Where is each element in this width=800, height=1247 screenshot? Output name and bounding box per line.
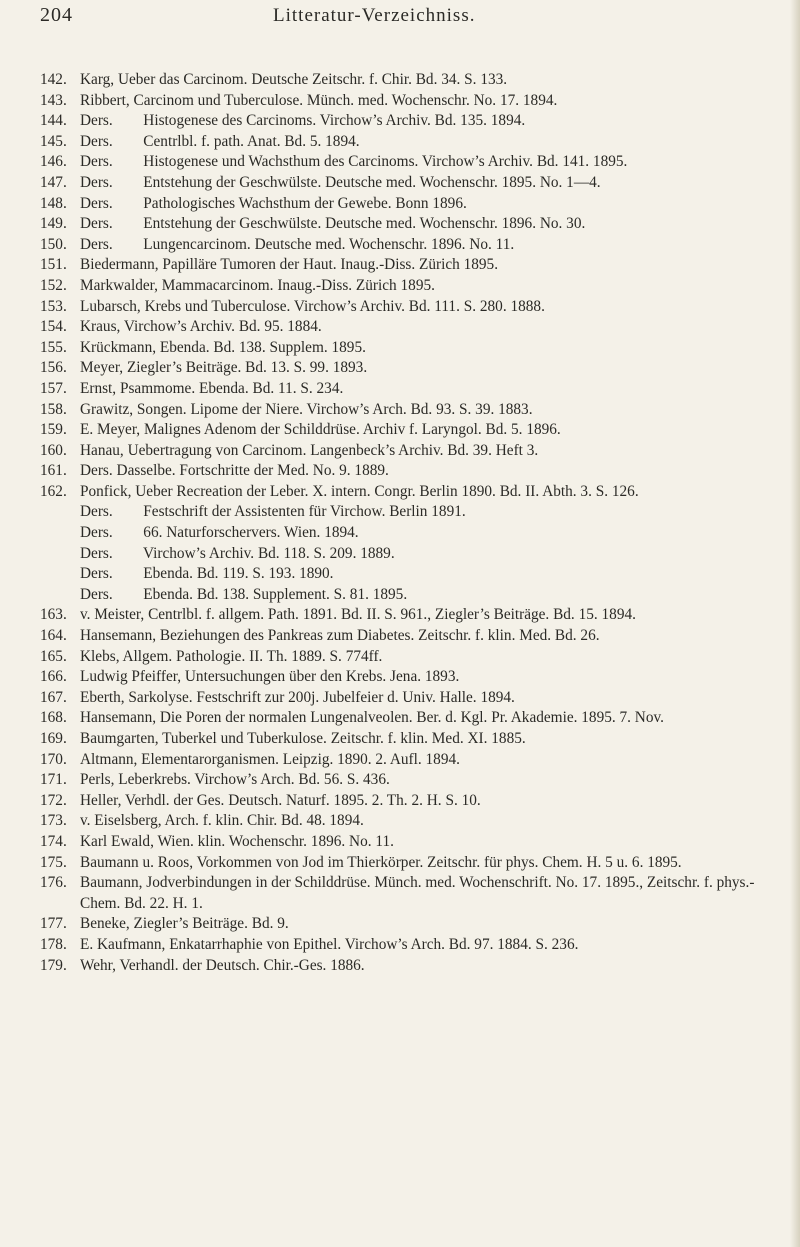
reference-text: Klebs, Allgem. Pathologie. II. Th. 1889. S. 774ff. [80,647,383,665]
reference-entry [40,214,782,235]
reference-number: 160. [40,441,67,459]
reference-text: Wehr, Verhandl. der Deutsch. Chir.-Ges. 1886. [80,956,365,974]
reference-entry [40,605,782,626]
reference-entry [40,729,782,750]
page-number: 204 [40,4,73,26]
reference-text: Grawitz, Songen. Lipome der Niere. Virchow’s Arch. Bd. 93. S. 39. 1883. [80,400,533,418]
reference-number: 166. [40,668,67,686]
reference-number: 163. [40,606,67,624]
reference-entry [40,564,782,585]
reference-number: 146. [40,153,67,171]
reference-number: 148. [40,194,67,212]
reference-entry [40,173,782,194]
reference-text: Altmann, Elementarorganismen. Leipzig. 1890. 2. Aufl. 1894. [80,750,460,768]
reference-entry [40,400,782,421]
reference-text: Ders. Entstehung der Geschwülste. Deutsche med. Wochenschr. 1896. No. 30. [80,215,586,233]
reference-number: 151. [40,256,67,274]
reference-entry [40,708,782,729]
reference-entry [40,914,782,935]
reference-number: 165. [40,647,67,665]
reference-text: Ribbert, Carcinom und Tuberculose. Münch. med. Wochenschr. No. 17. 1894. [80,91,558,109]
reference-entry [40,317,782,338]
reference-text: Biedermann, Papilläre Tumoren der Haut. Inaug.-Diss. Zürich 1895. [80,256,499,274]
reference-entry [40,358,782,379]
reference-number: 144. [40,112,67,130]
reference-text: Ders. Dasselbe. Fortschritte der Med. No. 9. 1889. [80,462,389,480]
reference-list [40,70,782,976]
reference-text: Meyer, Ziegler’s Beiträge. Bd. 13. S. 99. 1893. [80,359,368,377]
reference-entry [40,338,782,359]
reference-text: Hansemann, Die Poren der normalen Lungenalveolen. Ber. d. Kgl. Pr. Akademie. 1895. 7. Nov. [80,709,664,727]
reference-number: 147. [40,173,67,191]
reference-text: Baumann u. Roos, Vorkommen von Jod im Thierkörper. Zeitschr. für phys. Chem. H. 5 u. 6. 1895. [80,853,682,871]
reference-text: Eberth, Sarkolyse. Festschrift zur 200j. Jubelfeier d. Univ. Halle. 1894. [80,688,515,706]
reference-number: 143. [40,91,67,109]
reference-entry [40,770,782,791]
reference-text: Ders. Histogenese des Carcinoms. Virchow’s Archiv. Bd. 135. 1894. [80,112,526,130]
reference-number: 172. [40,791,67,809]
reference-number: 161. [40,462,67,480]
reference-text: E. Kaufmann, Enkatarrhaphie von Epithel. Virchow’s Arch. Bd. 97. 1884. S. 236. [80,935,579,953]
reference-entry [40,956,782,977]
reference-number: 171. [40,771,67,789]
reference-text: Heller, Verhdl. der Ges. Deutsch. Naturf. 1895. 2. Th. 2. H. S. 10. [80,791,481,809]
reference-entry [40,441,782,462]
reference-text: Ludwig Pfeiffer, Untersuchungen über den Krebs. Jena. 1893. [80,668,460,686]
reference-number: 159. [40,421,67,439]
reference-entry [40,544,782,565]
reference-number: 158. [40,400,67,418]
reference-entry [40,255,782,276]
reference-number: 177. [40,915,67,933]
reference-entry [40,379,782,400]
reference-entry [40,585,782,606]
reference-text: Lubarsch, Krebs und Tuberculose. Virchow’s Archiv. Bd. 111. S. 280. 1888. [80,297,545,315]
reference-text: Hanau, Uebertragung von Carcinom. Langenbeck’s Archiv. Bd. 39. Heft 3. [80,441,539,459]
reference-entry [40,688,782,709]
reference-text: Ders. 66. Naturforschervers. Wien. 1894. [80,524,359,542]
reference-entry [40,750,782,771]
reference-text: E. Meyer, Malignes Adenom der Schilddrüse. Archiv f. Laryngol. Bd. 5. 1896. [80,421,561,439]
reference-number: 173. [40,812,67,830]
running-head: Litteratur-Verzeichniss. [273,5,476,26]
reference-entry [40,873,782,914]
reference-text: v. Meister, Centrlbl. f. allgem. Path. 1891. Bd. II. S. 961., Ziegler’s Beiträge. Bd. 15. 1894. [80,606,636,624]
reference-entry [40,523,782,544]
reference-text: Perls, Leberkrebs. Virchow’s Arch. Bd. 56. S. 436. [80,771,390,789]
reference-number: 153. [40,297,67,315]
reference-number: 154. [40,318,67,336]
reference-text: Ders. Entstehung der Geschwülste. Deutsche med. Wochenschr. 1895. No. 1—4. [80,173,601,191]
reference-number: 178. [40,935,67,953]
reference-number: 179. [40,956,67,974]
reference-number: 157. [40,379,67,397]
reference-number: 170. [40,750,67,768]
reference-text: Ders. Ebenda. Bd. 119. S. 193. 1890. [80,565,334,583]
reference-number: 174. [40,832,67,850]
reference-entry [40,420,782,441]
reference-entry [40,70,782,91]
reference-entry [40,482,782,503]
reference-entry [40,194,782,215]
reference-text: Baumann, Jodverbindungen in der Schilddrüse. Münch. med. Wochenschrift. No. 17. 1895., Zeitschr. f. phys.-Chem. Bd. 22. H. 1. [80,874,755,912]
reference-text: Ponfick, Ueber Recreation der Leber. X. intern. Congr. Berlin 1890. Bd. II. Abth. 3. S. 126. [80,482,639,500]
reference-entry [40,935,782,956]
reference-entry [40,626,782,647]
reference-number: 152. [40,276,67,294]
reference-entry [40,667,782,688]
reference-entry [40,853,782,874]
reference-text: Karg, Ueber das Carcinom. Deutsche Zeitschr. f. Chir. Bd. 34. S. 133. [80,71,508,88]
reference-entry [40,111,782,132]
reference-number: 150. [40,235,67,253]
reference-number: 176. [40,874,67,892]
reference-entry [40,297,782,318]
reference-number: 175. [40,853,67,871]
reference-text: Ders. Festschrift der Assistenten für Virchow. Berlin 1891. [80,503,466,521]
reference-entry [40,91,782,112]
reference-entry [40,276,782,297]
reference-text: v. Eiselsberg, Arch. f. klin. Chir. Bd. 48. 1894. [80,812,364,830]
reference-number: 149. [40,215,67,233]
reference-entry [40,461,782,482]
reference-entry [40,647,782,668]
reference-entry [40,811,782,832]
reference-number: 169. [40,730,67,747]
reference-text: Ders. Ebenda. Bd. 138. Supplement. S. 81. 1895. [80,585,408,603]
reference-entry [40,235,782,256]
reference-number: 167. [40,688,67,706]
reference-number: 155. [40,338,67,356]
reference-entry [40,132,782,153]
reference-text: Ders. Lungencarcinom. Deutsche med. Wochenschr. 1896. No. 11. [80,235,515,253]
reference-entry [40,832,782,853]
reference-number: 162. [40,482,67,500]
reference-text: Beneke, Ziegler’s Beiträge. Bd. 9. [80,915,289,933]
reference-text: Karl Ewald, Wien. klin. Wochenschr. 1896. No. 11. [80,832,394,850]
reference-text: Ders. Pathologisches Wachsthum der Gewebe. Bonn 1896. [80,194,467,212]
reference-number: 145. [40,132,67,150]
reference-text: Baumgarten, Tuberkel und Tuberkulose. Zeitschr. f. klin. Med. XI. 1885. [80,730,526,747]
page-edge-shadow [790,0,800,1247]
reference-text: Ders. Virchow’s Archiv. Bd. 118. S. 209. 1889. [80,544,395,562]
reference-number: 164. [40,627,67,645]
reference-text: Ernst, Psammome. Ebenda. Bd. 11. S. 234. [80,379,344,397]
reference-text: Markwalder, Mammacarcinom. Inaug.-Diss. Zürich 1895. [80,276,435,294]
reference-number: 156. [40,359,67,377]
reference-number: 168. [40,709,67,727]
reference-text: Kraus, Virchow’s Archiv. Bd. 95. 1884. [80,318,322,336]
reference-entry [40,152,782,173]
reference-entry [40,502,782,523]
reference-text: Ders. Histogenese und Wachsthum des Carcinoms. Virchow’s Archiv. Bd. 141. 1895. [80,153,628,171]
reference-number: 142. [40,71,67,88]
reference-entry [40,791,782,812]
reference-text: Krückmann, Ebenda. Bd. 138. Supplem. 1895. [80,338,366,356]
reference-text: Hansemann, Beziehungen des Pankreas zum Diabetes. Zeitschr. f. klin. Med. Bd. 26. [80,627,600,645]
reference-text: Ders. Centrlbl. f. path. Anat. Bd. 5. 1894. [80,132,360,150]
